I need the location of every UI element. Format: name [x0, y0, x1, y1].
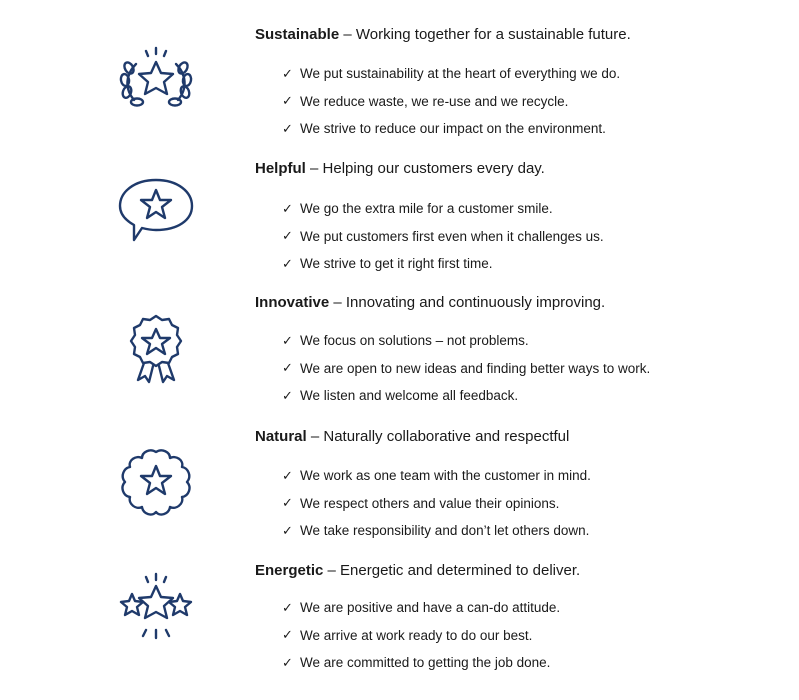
value-heading	[255, 160, 545, 177]
list-item	[282, 60, 620, 88]
value-name: Sustainable	[255, 26, 340, 43]
check-icon: ✓	[282, 255, 293, 271]
list-item	[282, 490, 591, 518]
award-badge-star-icon	[110, 312, 202, 384]
value-tagline: – Innovating and continuously improving.	[329, 294, 606, 311]
list-item-text: We strive to reduce our impact on the environment.	[300, 121, 606, 137]
value-heading	[255, 26, 631, 43]
check-icon: ✓	[282, 228, 293, 244]
value-tagline: – Helping our customers every day.	[305, 160, 545, 177]
list-item	[282, 250, 604, 278]
list-item	[282, 195, 604, 223]
list-item-text: We go the extra mile for a customer smile.	[300, 201, 553, 217]
value-heading	[255, 428, 569, 445]
value-list	[282, 60, 620, 143]
list-item	[282, 382, 650, 410]
value-name: Energetic	[255, 562, 324, 579]
list-item	[282, 622, 560, 650]
speech-bubble-star-icon	[110, 172, 202, 244]
list-item-text: We respect others and value their opinions.	[300, 495, 560, 511]
value-heading	[255, 294, 605, 311]
laurel-star-icon	[110, 44, 202, 116]
check-icon: ✓	[282, 627, 293, 643]
value-tagline: – Naturally collaborative and respectful	[306, 428, 570, 445]
value-list	[282, 594, 560, 677]
list-item-text: We put sustainability at the heart of everything we do.	[300, 66, 621, 82]
three-stars-icon	[110, 572, 202, 644]
value-tagline: – Working together for a sustainable future.	[339, 26, 631, 43]
flower-star-icon	[110, 446, 202, 518]
list-item-text: We take responsibility and don’t let others down.	[300, 523, 590, 539]
value-list	[282, 195, 604, 278]
list-item	[282, 649, 560, 677]
check-icon: ✓	[282, 467, 293, 483]
list-item-text: We put customers first even when it challenges us.	[300, 228, 604, 244]
list-item	[282, 517, 591, 545]
list-item-text: We reduce waste, we re-use and we recycle.	[300, 93, 569, 109]
check-icon: ✓	[282, 360, 293, 376]
value-name: Helpful	[255, 160, 306, 177]
list-item-text: We arrive at work ready to do our best.	[300, 627, 533, 643]
value-list	[282, 327, 650, 410]
value-heading	[255, 562, 580, 579]
check-icon: ✓	[282, 332, 293, 348]
list-item	[282, 327, 650, 355]
list-item-text: We are committed to getting the job done.	[300, 655, 551, 671]
check-icon: ✓	[282, 387, 293, 403]
list-item-text: We focus on solutions – not problems.	[300, 333, 529, 349]
list-item	[282, 355, 650, 383]
list-item	[282, 115, 620, 143]
value-list	[282, 462, 591, 545]
check-icon: ✓	[282, 495, 293, 511]
list-item	[282, 594, 560, 622]
list-item-text: We are open to new ideas and finding better ways to work.	[300, 360, 651, 376]
list-item	[282, 88, 620, 116]
check-icon: ✓	[282, 65, 293, 81]
check-icon: ✓	[282, 654, 293, 670]
list-item-text: We strive to get it right first time.	[300, 256, 493, 272]
value-tagline: – Energetic and determined to deliver.	[323, 562, 581, 579]
list-item-text: We work as one team with the customer in mind.	[300, 468, 591, 484]
list-item-text: We listen and welcome all feedback.	[300, 388, 519, 404]
check-icon: ✓	[282, 200, 293, 216]
check-icon: ✓	[282, 522, 293, 538]
value-name: Innovative	[255, 294, 330, 311]
check-icon: ✓	[282, 120, 293, 136]
check-icon: ✓	[282, 93, 293, 109]
value-name: Natural	[255, 428, 307, 445]
check-icon: ✓	[282, 599, 293, 615]
list-item	[282, 462, 591, 490]
list-item	[282, 223, 604, 251]
list-item-text: We are positive and have a can-do attitude.	[300, 600, 561, 616]
